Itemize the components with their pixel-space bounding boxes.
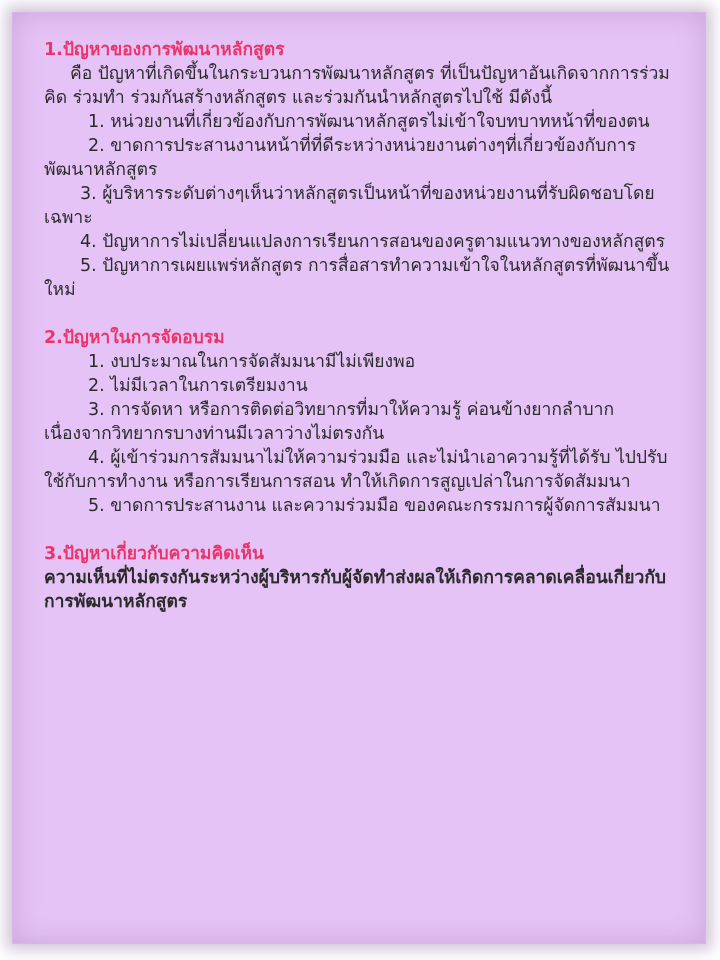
section2-item-1: 1. งบประมาณในการจัดสัมมนามีไม่เพียงพอ [88, 352, 416, 372]
section-spacer [44, 518, 684, 542]
section1-item-4: 4. ปัญหาการไม่เปลี่ยนแปลงการเรียนการสอนของครูตามแนวทางของหลักสูตร [80, 232, 666, 252]
section3-heading: 3.ปัญหาเกี่ยวกับความคิดเห็น [44, 544, 265, 564]
section1-item-5: 5. ปัญหาการเผยแพร่หลักสูตร การสื่อสารทำความเข้าใจในหลักสูตรที่พัฒนาขึ้นใหม่ [44, 256, 670, 300]
section2-item-5: 5. ขาดการประสานงาน และความร่วมมือ ของคณะกรรมการผู้จัดการสัมมนา [88, 496, 661, 516]
document-body [44, 38, 684, 614]
section1-item-3: 3. ผู้บริหารระดับต่างๆเห็นว่าหลักสูตรเป็นหน้าที่ของหน่วยงานที่รับผิดชอบโดยเฉพาะ [44, 184, 655, 228]
section-spacer [44, 302, 684, 326]
section2-item-4: 4. ผู้เข้าร่วมการสัมมนาไม่ให้ความร่วมมือ และไม่นำเอาความรู้ที่ได้รับ ไปปรับใช้กับการทำงาน หรือการเรียนการสอน ทำให้เกิดการสูญเปล่าในการจัดสัมมนา [44, 448, 668, 492]
section1-item-1: 1. หน่วยงานที่เกี่ยวข้องกับการพัฒนาหลักสูตรไม่เข้าใจบทบาทหน้าที่ของตน [88, 112, 650, 132]
section1-item-2: 2. ขาดการประสานงานหน้าที่ที่ดีระหว่างหน่วยงานต่างๆที่เกี่ยวข้องกับการพัฒนาหลักสูตร [44, 136, 637, 180]
section2-heading: 2.ปัญหาในการจัดอบรม [44, 328, 225, 348]
section1-heading: 1.ปัญหาของการพัฒนาหลักสูตร [44, 40, 285, 60]
section2-item-2: 2. ไม่มีเวลาในการเตรียมงาน [88, 376, 308, 396]
section1-intro: คือ ปัญหาที่เกิดขึ้นในกระบวนการพัฒนาหลักสูตร ที่เป็นปัญหาอันเกิดจากการร่วมคิด ร่วมทำ ร่วมกันสร้างหลักสูตร และร่วมกันนำหลักสูตรไปใช้ มีดังนี้ [44, 64, 670, 108]
section2-item-3: 3. การจัดหา หรือการติดต่อวิทยากรที่มาให้ความรู้ ค่อนข้างยากลำบาก เนื่องจากวิทยากรบางท่านมีเวลาว่างไม่ตรงกัน [44, 400, 615, 444]
section3-body: ความเห็นที่ไม่ตรงกันระหว่างผู้บริหารกับผู้จัดทำส่งผลให้เกิดการคลาดเคลื่อนเกี่ยวกับการพัฒนาหลักสูตร [44, 568, 667, 612]
